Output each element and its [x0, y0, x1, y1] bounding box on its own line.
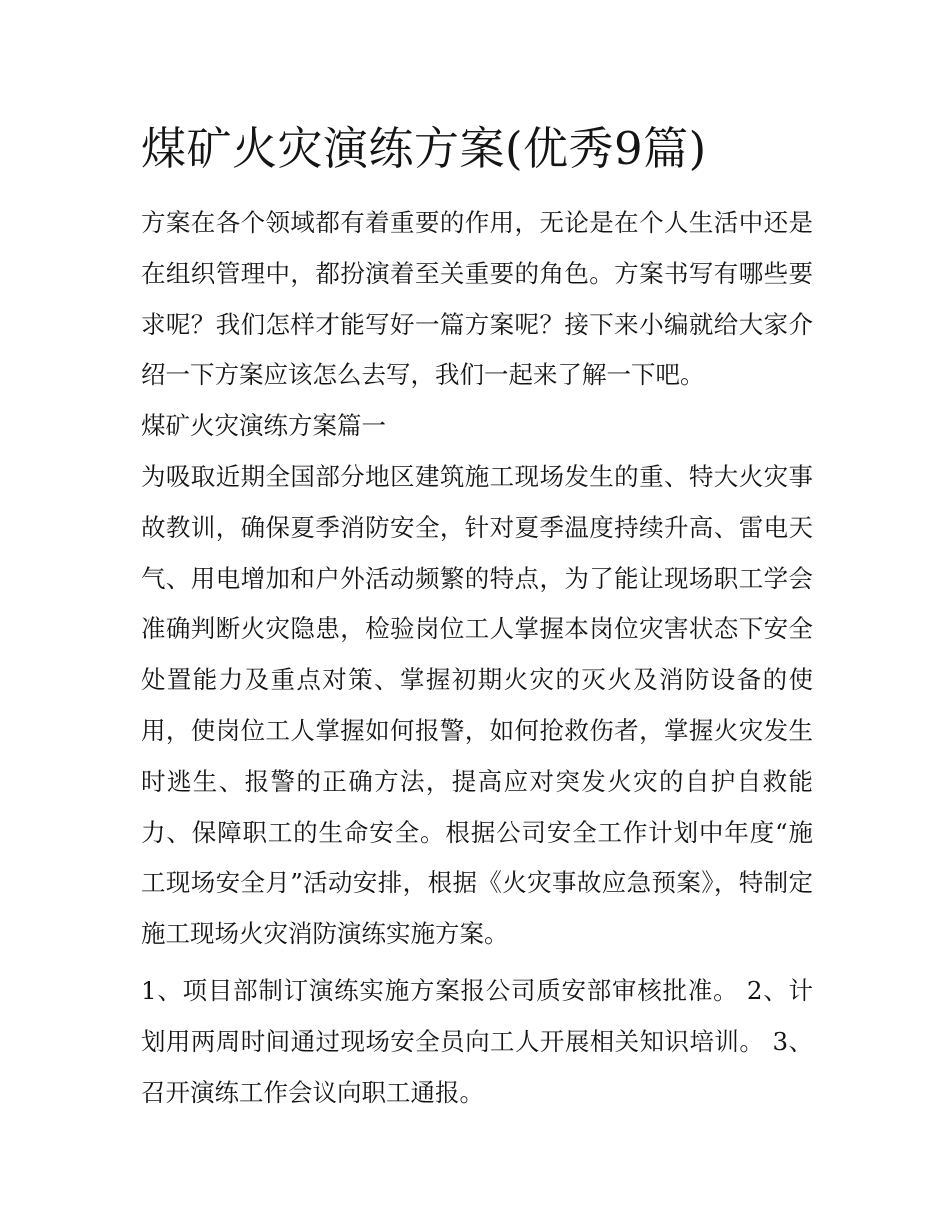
steps-paragraph: 1、项目部制订演练实施方案报公司质安部审核批准。 2、计划用两周时间通过现场安全员向工人开展相关知识培训。 3、召开演练工作会议向职工通报。	[141, 975, 813, 1107]
intro-paragraph: 方案在各个领域都有着重要的作用，无论是在个人生活中还是在组织管理中，都扮演着至关重要的角色。方案书写有哪些要求呢？我们怎样才能写好一篇方案呢？接下来小编就给大家介绍一下方案应该怎么去写，我们一起来了解一下吧。	[141, 208, 813, 390]
document-content	[141, 118, 813, 1118]
document-title: 煤矿火灾演练方案(优秀9篇)	[141, 122, 707, 175]
body-paragraph: 为吸取近期全国部分地区建筑施工现场发生的重、特大火灾事故教训，确保夏季消防安全，针对夏季温度持续升高、雷电天气、用电增加和户外活动频繁的特点，为了能让现场职工学会准确判断火灾隐患，检验岗位工人掌握本岗位灾害状态下安全处置能力及重点对策、掌握初期火灾的灭火及消防设备的使用，使岗位工人掌握如何报警，如何抢救伤者，掌握火灾发生时逃生、报警的正确方法，提高应对突发火灾的自护自救能力、保障职工的生命安全。根据公司安全工作计划中年度“施工现场安全月”活动安排，根据《火灾事故应急预案》，特制定施工现场火灾消防演练实施方案。	[141, 461, 813, 949]
section-heading: 煤矿火灾演练方案篇一	[141, 411, 386, 441]
